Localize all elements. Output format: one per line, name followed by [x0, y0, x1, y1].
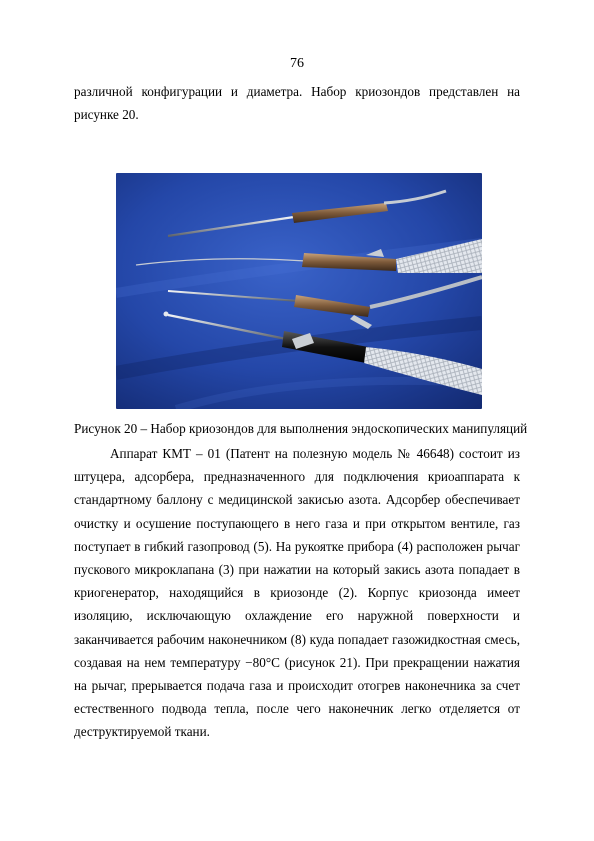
- page-number: 76: [290, 56, 304, 71]
- cryoprobe-set-photo-icon: [116, 173, 482, 409]
- figure-photo: [116, 173, 482, 409]
- figure-caption: Рисунок 20 – Набор криозондов для выполнения эндоскопических манипуляций: [74, 421, 528, 436]
- body-paragraph: Аппарат КМТ – 01 (Патент на полезную модель № 46648) состоит из штуцера, адсорбера, предназначенного для подключения криоаппарата к стандартному баллону с медицинской закисью азота. Адсорбер обеспечивает очистку и осушение поступающего в него газа и при открытом вентиле, газ поступает в гибкий газопровод (5). На рукоятке прибора (4) расположен рычаг пускового микроклапана (3) при нажатии на который закись азота попадает в криогенератор, находящийся в криозонде (2). Корпус криозонда имеет изоляцию, исключающую охлаждение его наружной поверхности и заканчивается рабочим наконечником (8) куда попадает газожидкостная смесь, создавая на нем температуру −80°C (рисунок 21). При прекращении нажатия на рычаг, прерывается подача газа и происходит отогрев наконечника за счет естественного подвода тепла, после чего наконечник легко отделяется от деструктируемой ткани.: [74, 446, 520, 740]
- intro-paragraph: различной конфигурации и диаметра. Набор криозондов представлен на рисунке 20.: [74, 84, 520, 123]
